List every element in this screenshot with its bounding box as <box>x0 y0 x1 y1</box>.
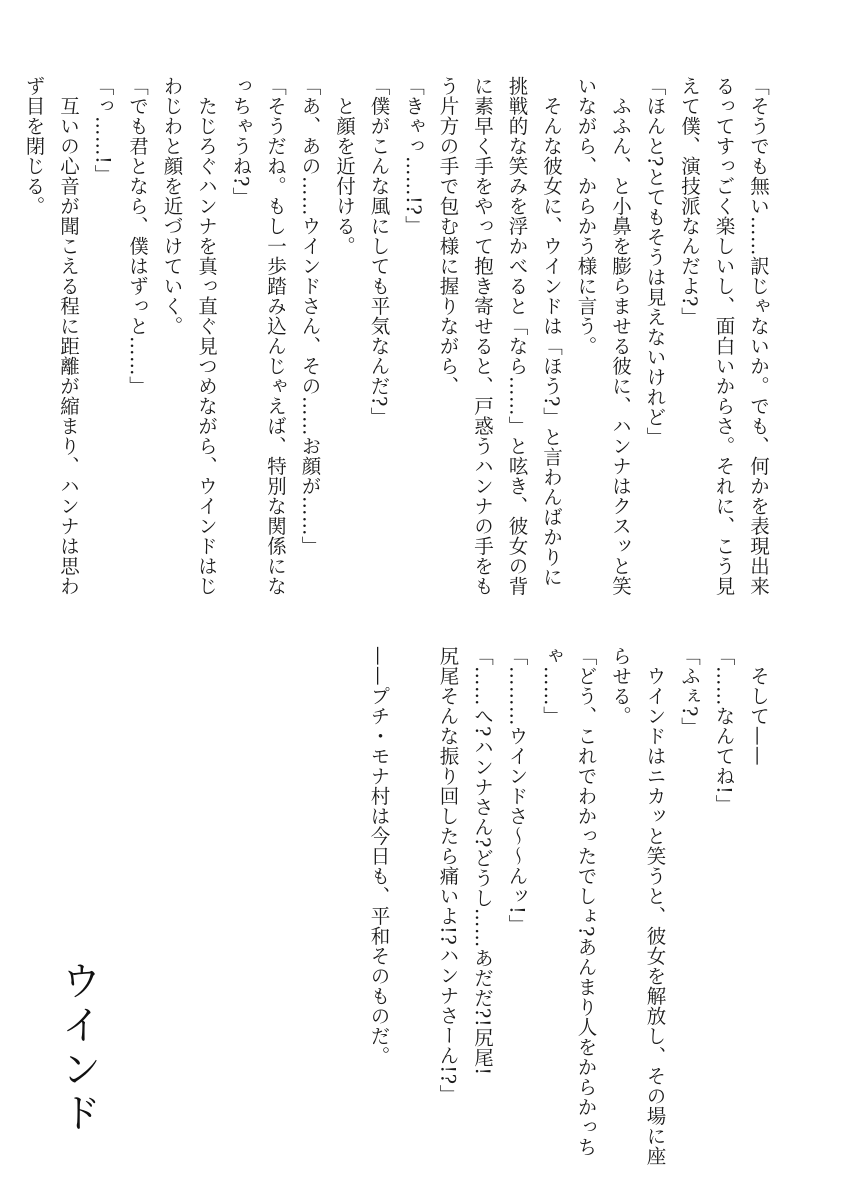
text-line: 「そうだね。もし一歩踏み込んじゃえば、特別な関係にな <box>264 76 287 596</box>
text-line: ず目を閉じる。 <box>22 76 46 216</box>
text-line: に素早く手をやって抱き寄せると、戸惑うハンナの手をも <box>471 76 494 596</box>
author-signature: ウインド <box>55 960 101 1136</box>
text-line: ふふん、と小鼻を膨らませる彼に、ハンナはクスッと笑 <box>609 76 632 596</box>
text-line: 互いの心音が聞こえる程に距離が縮まり、ハンナは思わ <box>57 76 80 596</box>
text-line: 「……へ?ハンナさん?どうし……あだだ?!尻尾! <box>471 646 494 1076</box>
text-line: と顔を近付ける。 <box>333 76 356 256</box>
text-line: ウインドはニカッと笑うと、彼女を解放し、その場に座 <box>643 646 667 1166</box>
text-line: たじろぐハンナを真っ直ぐ見つめながら、ウインドはじ <box>195 76 218 596</box>
text-line: 「どう、これでわかったでしょ?あんまり人をからかっち <box>574 646 598 1157</box>
text-line: 「きゃっ……!?」 <box>402 76 425 236</box>
closing-line: ——プチ・モナ村は今日も、平和そのものだ。 <box>367 646 391 1066</box>
text-line: らせる。 <box>609 646 632 726</box>
text-line: 「でも君となら、僕はずっと……」 <box>126 76 149 396</box>
text-line: るってすっごく楽しいし、面白いからさ。それに、こう見 <box>712 76 736 596</box>
text-line: 「……なんてね!」 <box>712 646 736 815</box>
text-line: 「………ウインドさ〜〜んッ!」 <box>505 646 529 935</box>
text-line: 「そうでも無い……訳じゃないか。でも、何かを表現出来 <box>747 76 770 596</box>
text-line: そして—— <box>747 646 770 766</box>
text-line: 「ほんと?とてもそうは見えないけれど」 <box>643 76 667 447</box>
text-line: 尻尾そんな振り回したら痛いよ!?ハンナさーん!?」 <box>436 646 460 1105</box>
text-line: 「あ、あの……ウインドさん、その……お顔が……」 <box>298 76 322 556</box>
upper-text-block <box>22 76 775 596</box>
text-line: 「僕がこんな風にしても平気なんだ?」 <box>367 76 391 427</box>
text-line: 「っ……!」 <box>91 76 115 185</box>
text-line: っちゃうね?」 <box>229 76 253 207</box>
text-line: いながら、からかう様に言う。 <box>574 76 598 356</box>
blank-line <box>396 646 431 1086</box>
text-line: ゃ……」 <box>540 646 563 726</box>
text-line: そんな彼女に、ウインドは「ほう?」と言わんばかりに <box>540 76 563 587</box>
lower-text-block <box>355 646 775 1166</box>
text-line: 「ふぇ?」 <box>678 646 701 737</box>
text-line: えて僕、演技派なんだよ?」 <box>678 76 701 327</box>
text-line: う片方の手で包む様に握りながら、 <box>436 76 460 396</box>
text-line: わじわと顔を近づけていく。 <box>160 76 184 336</box>
text-line: 挑戦的な笑みを浮かべると「なら……」と呟き、彼女の背 <box>505 76 529 596</box>
